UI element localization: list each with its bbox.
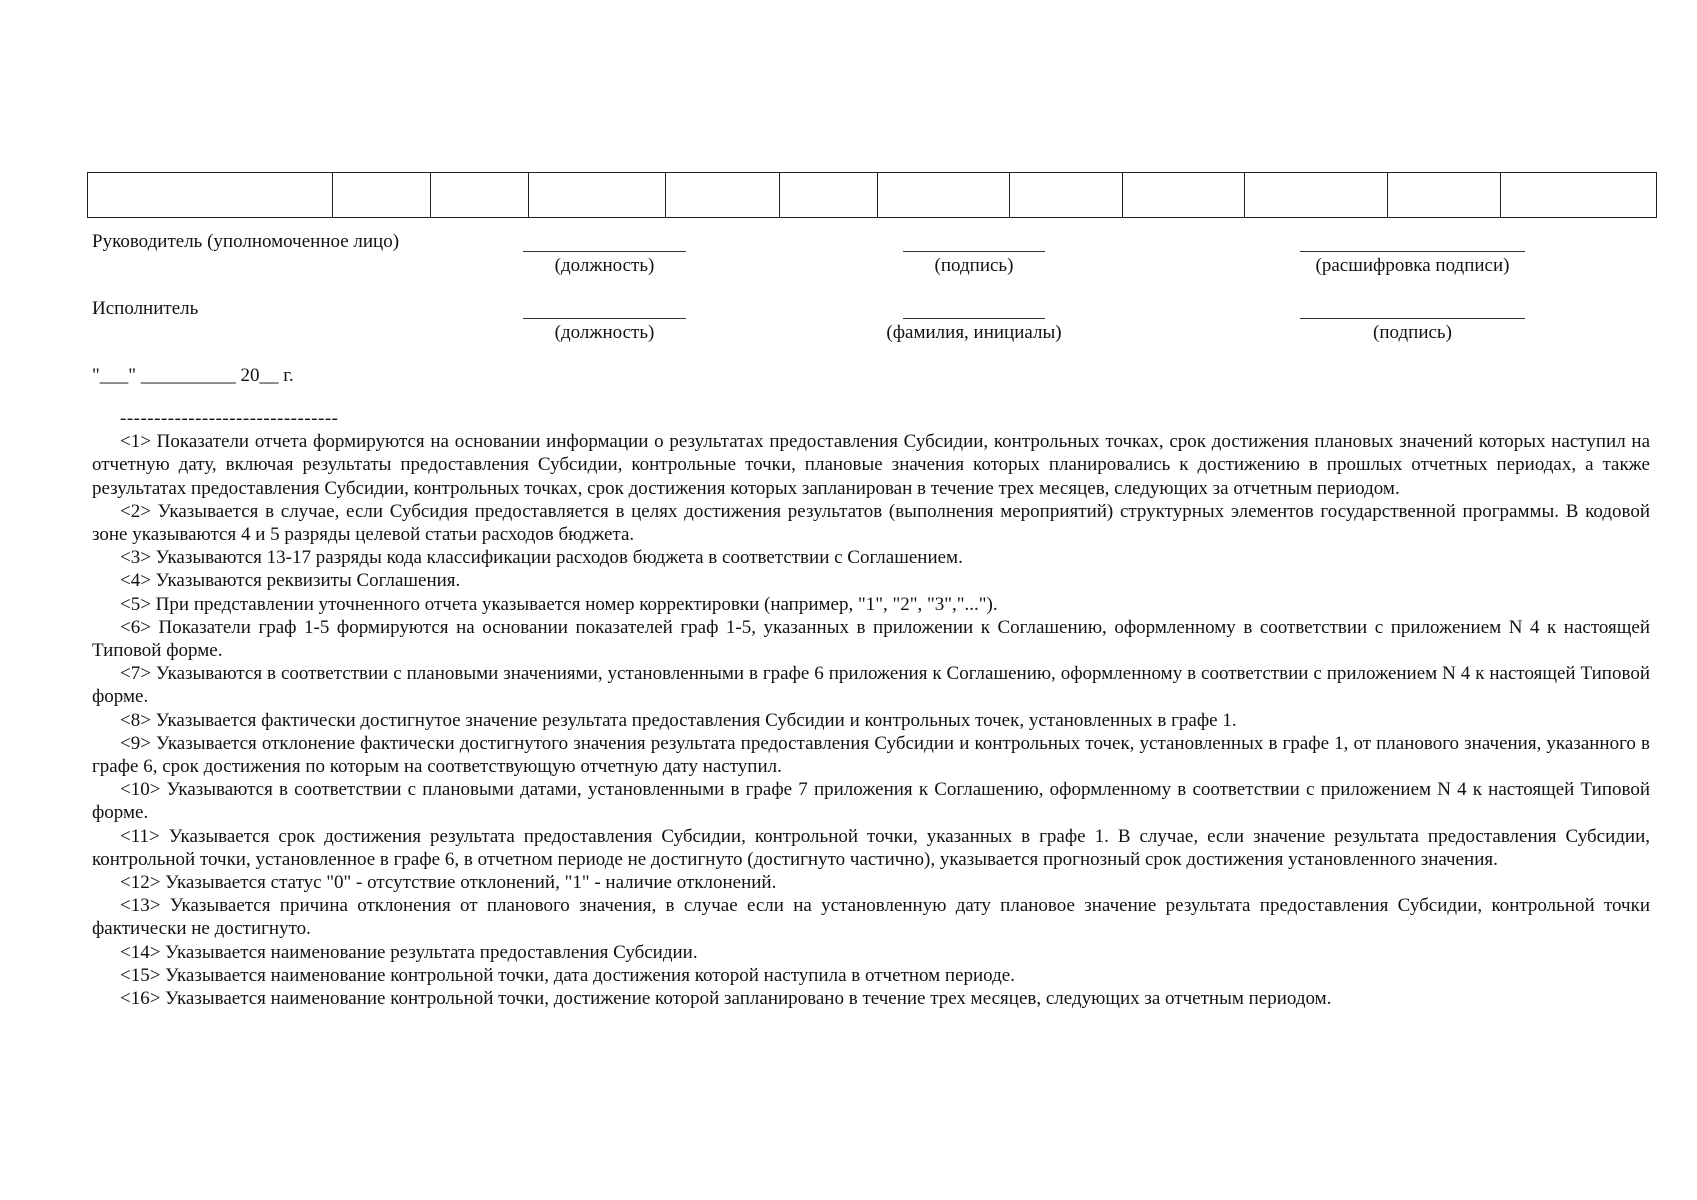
footnote-1: <1> Показатели отчета формируются на основании информации о результатах предоставления Субсидии, контрольных точках, срок достижения плановых значений которых наступил на отчетную дату, включая результаты предоставления Субсидии, контрольные точки, плановые значения которых планировались к достижению в прошлых отчетных периодах, а также результатах предоставления Субсидии, контрольных точках, срок достижения которых запланирован в течение трех месяцев, следующих за отчетным периодом.	[92, 431, 1650, 499]
executor-label: Исполнитель	[92, 298, 199, 319]
table-cell[interactable]	[878, 173, 1010, 218]
table-cell[interactable]	[333, 173, 431, 218]
head-signature-caption: (подпись)	[934, 255, 1014, 276]
table-cell[interactable]	[1388, 173, 1501, 218]
date-line: "___" __________ 20__ г.	[92, 365, 294, 386]
head-signature-decoding-caption: (расшифровка подписи)	[1315, 255, 1510, 276]
footnote-3: <3> Указываются 13-17 разряды кода классификации расходов бюджета в соответствии с Соглашением.	[120, 547, 963, 569]
footnote-4: <4> Указываются реквизиты Соглашения.	[120, 570, 461, 592]
table-cell[interactable]	[431, 173, 529, 218]
head-position-caption: (должность)	[554, 255, 655, 276]
table-cell[interactable]	[529, 173, 666, 218]
footnote-separator: --------------------------------	[120, 408, 339, 429]
table-cell[interactable]	[780, 173, 878, 218]
head-position-line[interactable]	[523, 251, 686, 252]
footnote-15: <15> Указывается наименование контрольной точки, дата достижения которой наступила в отчетном периоде.	[120, 964, 1015, 986]
executor-position-line[interactable]	[523, 318, 686, 319]
head-signature-decoding-line[interactable]	[1300, 251, 1525, 252]
table-cell[interactable]	[1123, 173, 1245, 218]
executor-signature-caption: (подпись)	[1373, 322, 1452, 343]
footnote-6: <6> Показатели граф 1-5 формируются на основании показателей граф 1-5, указанных в приложении к Соглашению, оформленному в соответствии с приложением N 4 к настоящей Типовой форме.	[92, 616, 1650, 662]
footnote-9: <9> Указывается отклонение фактически достигнутого значения результата предоставления Субсидии и контрольных точек, установленных в графе 1, от планового значения, указанного в графе 6, срок достижения по которым на соответствующую отчетную дату наступил.	[92, 732, 1650, 778]
executor-name-caption: (фамилия, инициалы)	[886, 322, 1062, 343]
footnote-2: <2> Указывается в случае, если Субсидия предоставляется в целях достижения результатов (выполнения мероприятий) структурных элементов государственной программы. В кодовой зоне указываются 4 и 5 разряды целевой статьи расходов бюджета.	[92, 500, 1650, 546]
table-row	[88, 173, 1657, 218]
report-table-empty-row	[87, 172, 1657, 218]
footnote-11: <11> Указывается срок достижения результата предоставления Субсидии, контрольной точки, указанных в графе 1. В случае, если значение результата предоставления Субсидии, контрольной точки, установленное в графе 6, в отчетном периоде не достигнуто (достигнуто частично), указывается прогнозный срок достижения установленного значения.	[92, 825, 1650, 870]
footnote-8: <8> Указывается фактически достигнутое значение результата предоставления Субсидии и контрольных точек, установленных в графе 1.	[120, 709, 1237, 731]
footnote-13: <13> Указывается причина отклонения от планового значения, в случае если на установленную дату плановое значение результата предоставления Субсидии, контрольной точки фактически не достигнуто.	[92, 895, 1650, 940]
footnote-16: <16> Указывается наименование контрольной точки, достижение которой запланировано в течение трех месяцев, следующих за отчетным периодом.	[120, 988, 1332, 1010]
table-cell[interactable]	[1501, 173, 1657, 218]
footnote-5: <5> При представлении уточненного отчета указывается номер корректировки (например, "1", "2", "3","...").	[120, 593, 998, 615]
head-label: Руководитель (уполномоченное лицо)	[92, 231, 400, 252]
footnote-10: <10> Указываются в соответствии с плановыми датами, установленными в графе 7 приложения к Соглашению, оформленному в соответствии с приложением N 4 к настоящей Типовой форме.	[92, 779, 1650, 824]
executor-name-line[interactable]	[903, 318, 1045, 319]
executor-signature-line[interactable]	[1300, 318, 1525, 319]
executor-position-caption: (должность)	[554, 322, 655, 343]
footnote-14: <14> Указывается наименование результата предоставления Субсидии.	[120, 941, 698, 963]
table-cell[interactable]	[1010, 173, 1123, 218]
footnote-12: <12> Указывается статус "0" - отсутствие отклонений, "1" - наличие отклонений.	[120, 872, 777, 894]
table-cell[interactable]	[666, 173, 780, 218]
table-cell[interactable]	[1245, 173, 1388, 218]
head-signature-line[interactable]	[903, 251, 1045, 252]
footnotes	[92, 407, 1650, 1010]
footnote-7: <7> Указываются в соответствии с плановыми значениями, установленными в графе 6 приложения к Соглашению, оформленному в соответствии с приложением N 4 к настоящей Типовой форме.	[92, 663, 1650, 708]
table-cell[interactable]	[88, 173, 333, 218]
